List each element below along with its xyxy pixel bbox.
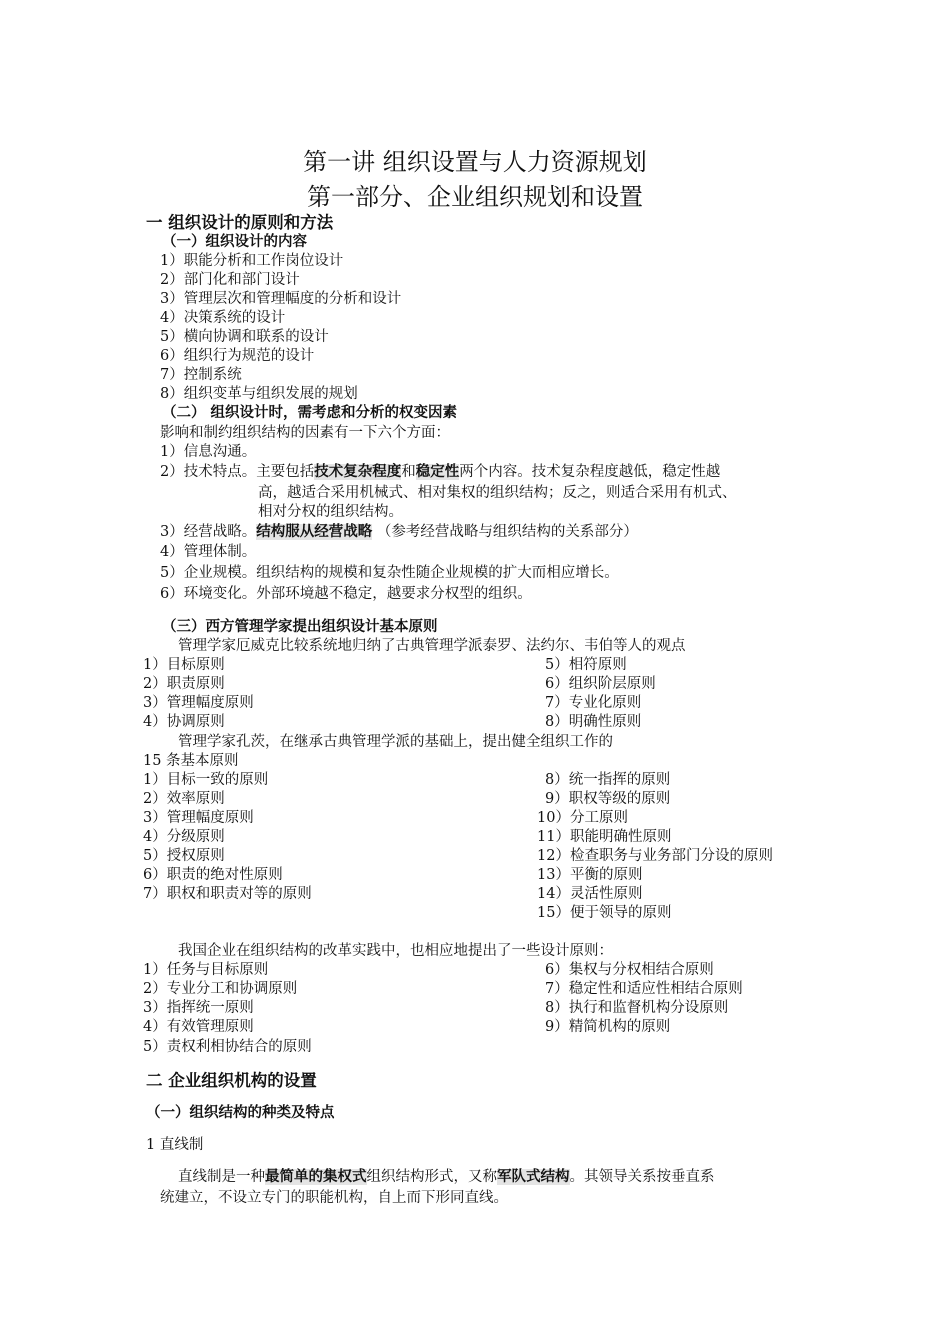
section-2-heading: 二 企业组织机构的设置: [146, 1071, 317, 1090]
section-1-heading: 一 组织设计的原则和方法: [146, 213, 334, 232]
principle-item: 7）稳定性和适应性相结合原则: [545, 981, 743, 997]
factor-continuation: 相对分权的组织结构。: [258, 504, 403, 520]
part-3-heading: （三）西方管理学家提出组织设计基本原则: [162, 619, 438, 635]
principle-item: 7）职权和职责对等的原则: [143, 886, 312, 902]
koontz-intro: 管理学家孔茨，在继承古典管理学派的基础上，提出健全组织工作的: [178, 734, 613, 750]
highlight-text: 军队式结构: [497, 1169, 570, 1185]
principle-item: 7）专业化原则: [545, 695, 642, 711]
factor-item: 6）环境变化。外部环境越不稳定，越要求分权型的组织。: [160, 586, 532, 602]
principle-item: 9）精简机构的原则: [545, 1019, 671, 1035]
highlight-text: 结构服从经营战略: [256, 524, 373, 540]
principle-item: 15）便于领导的原则: [537, 905, 672, 921]
paragraph-line: 统建立，不设立专门的职能机构，自上而下形同直线。: [160, 1190, 508, 1206]
structure-type-label: 1 直线制: [146, 1137, 204, 1153]
principle-item: 8）明确性原则: [545, 714, 642, 730]
principle-item: 4）有效管理原则: [143, 1019, 254, 1035]
principle-item: 1）目标一致的原则: [143, 772, 269, 788]
list-item: 3）管理层次和管理幅度的分析和设计: [160, 291, 402, 307]
part-1-heading: （一）组织设计的内容: [162, 234, 307, 250]
principle-item: 2）专业分工和协调原则: [143, 981, 298, 997]
principle-item: 8）统一指挥的原则: [545, 772, 671, 788]
principle-item: 4）协调原则: [143, 714, 225, 730]
list-item: 7）控制系统: [160, 367, 242, 383]
list-item: 5）横向协调和联系的设计: [160, 329, 329, 345]
principle-item: 8）执行和监督机构分设原则: [545, 1000, 729, 1016]
highlight-text: 最简单的集权式: [265, 1169, 367, 1185]
china-intro: 我国企业在组织结构的改革实践中，也相应地提出了一些设计原则：: [178, 943, 613, 959]
highlight-text: 技术复杂程度: [314, 464, 402, 480]
factor-continuation: 高，越适合采用机械式、相对集权的组织结构；反之，则适合采用有机式、: [258, 485, 737, 501]
principle-item: 4）分级原则: [143, 829, 225, 845]
koontz-intro-cont: 15 条基本原则: [143, 753, 239, 769]
principle-item: 3）管理幅度原则: [143, 695, 254, 711]
factor-item: 2）技术特点。主要包括技术复杂程度和稳定性两个内容。技术复杂程度越低，稳定性越: [160, 464, 721, 480]
factor-item: 1）信息沟通。: [160, 444, 257, 460]
part-2-intro: 影响和制约组织结构的因素有一下六个方面：: [160, 425, 450, 441]
principle-item: 1）目标原则: [143, 657, 225, 673]
document-subtitle: 第一部分、企业组织规划和设置: [307, 183, 643, 211]
factor-item: 4）管理体制。: [160, 544, 257, 560]
factor-item: 3）经营战略。结构服从经营战略 （参考经营战略与组织结构的关系部分）: [160, 524, 638, 540]
list-item: 4）决策系统的设计: [160, 310, 286, 326]
principle-item: 10）分工原则: [537, 810, 628, 826]
principle-item: 2）效率原则: [143, 791, 225, 807]
principle-item: 5）相符原则: [545, 657, 627, 673]
principle-item: 13）平衡的原则: [537, 867, 643, 883]
principle-item: 14）灵活性原则: [537, 886, 643, 902]
highlight-text: 稳定性: [415, 464, 460, 480]
list-item: 6）组织行为规范的设计: [160, 348, 315, 364]
principle-item: 6）组织阶层原则: [545, 676, 656, 692]
document-title: 第一讲 组织设置与人力资源规划: [303, 148, 647, 176]
principle-item: 2）职责原则: [143, 676, 225, 692]
paragraph-line: 直线制是一种最简单的集权式组织结构形式，又称军队式结构。其领导关系按垂直系: [178, 1169, 715, 1185]
section-2-subheading: （一）组织结构的种类及特点: [146, 1105, 335, 1121]
list-item: 8）组织变革与组织发展的规划: [160, 386, 358, 402]
principle-item: 11）职能明确性原则: [537, 829, 672, 845]
principle-item: 6）集权与分权相结合原则: [545, 962, 714, 978]
list-item: 1）职能分析和工作岗位设计: [160, 253, 344, 269]
principle-item: 3）指挥统一原则: [143, 1000, 254, 1016]
principle-item: 3）管理幅度原则: [143, 810, 254, 826]
principle-item: 6）职责的绝对性原则: [143, 867, 283, 883]
principle-item: 9）职权等级的原则: [545, 791, 671, 807]
urwick-intro: 管理学家厄威克比较系统地归纳了古典管理学派泰罗、法约尔、韦伯等人的观点: [178, 638, 686, 654]
factor-item: 5）企业规模。组织结构的规模和复杂性随企业规模的扩大而相应增长。: [160, 565, 619, 581]
principle-item: 12）检查职务与业务部门分设的原则: [537, 848, 773, 864]
list-item: 2）部门化和部门设计: [160, 272, 300, 288]
principle-item: 5）责权利相协结合的原则: [143, 1039, 312, 1055]
part-2-heading: （二） 组织设计时，需考虑和分析的权变因素: [162, 405, 458, 421]
principle-item: 5）授权原则: [143, 848, 225, 864]
principle-item: 1）任务与目标原则: [143, 962, 269, 978]
